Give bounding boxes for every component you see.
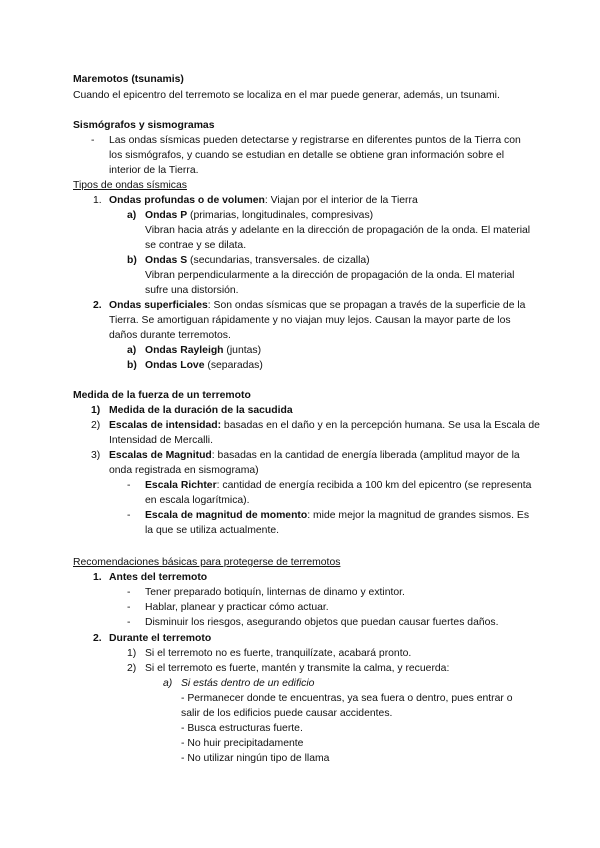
ondas-rayleigh: Ondas Rayleigh (juntas)	[145, 345, 262, 356]
medida-item-1: Medida de la duración de la sacudida	[109, 405, 293, 416]
edificio-line: - No utilizar ningún tipo de llama	[181, 753, 330, 764]
escala-richter-line: en escala logarítmica).	[145, 495, 250, 506]
list-number: 1.	[93, 572, 102, 583]
list-letter: a)	[127, 345, 137, 356]
bullet-dash: -	[127, 617, 131, 628]
ondas-s: Ondas S (secundarias, transversales. de cizalla)	[145, 255, 370, 266]
tsunami-heading: Maremotos (tsunamis)	[73, 74, 184, 85]
edificio-title: Si estás dentro de un edificio	[181, 678, 315, 689]
ondas-s-line: sufre una distorsión.	[145, 285, 239, 296]
ondas-s-line: Vibran perpendicularmente a la dirección de propagación de la onda. El material	[145, 270, 515, 281]
medida-item-3: Escalas de Magnitud: basadas en la cantidad de energía liberada (amplitud mayor de la	[109, 450, 520, 461]
antes-item: Disminuir los riesgos, asegurando objetos que puedan causar fuertes daños.	[145, 617, 499, 628]
antes-item: Hablar, planear y practicar cómo actuar.	[145, 602, 329, 613]
sismografos-line: interior de la Tierra.	[109, 165, 199, 176]
escala-momento-line: la que se utiliza actualmente.	[145, 525, 280, 536]
edificio-line: salir de los edificios puede causar accidentes.	[181, 708, 393, 719]
ondas-p: Ondas P (primarias, longitudinales, compresivas)	[145, 210, 374, 221]
medida-item-2-line: Intensidad de Mercalli.	[109, 435, 213, 446]
recomendaciones-heading: Recomendaciones básicas para protegerse de terremotos	[73, 557, 341, 568]
durante-title: Durante el terremoto	[109, 633, 212, 644]
ondas-p-line: se contrae y se dilata.	[145, 240, 247, 251]
tipos-heading: Tipos de ondas sísmicas	[73, 180, 187, 191]
edificio-line: - Permanecer donde te encuentras, ya sea fuera o dentro, pues entrar o	[181, 693, 513, 704]
list-letter: b)	[127, 255, 137, 266]
sismografos-line: los sismógrafos, y cuando se estudian en detalle se obtiene gran información sobre el	[109, 150, 505, 161]
edificio-line: - No huir precipitadamente	[181, 738, 304, 749]
bullet-dash: -	[127, 510, 131, 521]
ondas-love: Ondas Love (separadas)	[145, 360, 263, 371]
list-letter: a)	[127, 210, 137, 221]
sismografos-heading: Sismógrafos y sismogramas	[73, 120, 215, 131]
list-number: 2)	[91, 420, 101, 431]
tipos-item-2-line: Tierra. Se amortiguan rápidamente y no viajan muy lejos. Causan la mayor parte de los	[109, 315, 511, 326]
medida-item-3-line: onda registrada en sismograma)	[109, 465, 259, 476]
list-number: 1.	[93, 195, 102, 206]
tipos-item-2-line: daños durante terremotos.	[109, 330, 231, 341]
list-letter: a)	[163, 678, 173, 689]
edificio-line: - Busca estructuras fuerte.	[181, 723, 303, 734]
bullet-dash: -	[127, 587, 131, 598]
antes-item: Tener preparado botiquín, linternas de dinamo y extintor.	[145, 587, 405, 598]
list-number: 3)	[91, 450, 101, 461]
list-number: 2.	[93, 300, 102, 311]
list-number: 2.	[93, 633, 102, 644]
escala-richter: Escala Richter: cantidad de energía recibida a 100 km del epicentro (se representa	[145, 480, 532, 491]
bullet-dash: -	[127, 480, 131, 491]
list-letter: b)	[127, 360, 137, 371]
medida-heading: Medida de la fuerza de un terremoto	[73, 390, 251, 401]
tipos-item-2: Ondas superficiales: Son ondas sísmicas que se propagan a través de la superficie de la	[109, 300, 526, 311]
durante-item-1: Si el terremoto no es fuerte, tranquilízate, acabará pronto.	[145, 648, 412, 659]
bullet-dash: -	[127, 602, 131, 613]
tipos-item-1: Ondas profundas o de volumen: Viajan por el interior de la Tierra	[109, 195, 418, 206]
list-number: 1)	[91, 405, 101, 416]
list-number: 2)	[127, 663, 137, 674]
sismografos-line: Las ondas sísmicas pueden detectarse y registrarse en diferentes puntos de la Tierra con	[109, 135, 521, 146]
escala-momento: Escala de magnitud de momento: mide mejor la magnitud de grandes sismos. Es	[145, 510, 530, 521]
ondas-p-line: Vibran hacia atrás y adelante en la dirección de propagación de la onda. El material	[145, 225, 531, 236]
list-number: 1)	[127, 648, 137, 659]
medida-item-2: Escalas de intensidad: basadas en el daño y en la percepción humana. Se usa la Escala de	[109, 420, 540, 431]
tsunami-text: Cuando el epicentro del terremoto se localiza en el mar puede generar, además, un tsunami.	[73, 90, 500, 101]
antes-title: Antes del terremoto	[109, 572, 208, 583]
bullet-dash: -	[91, 135, 95, 146]
durante-item-2: Si el terremoto es fuerte, mantén y transmite la calma, y recuerda:	[145, 663, 450, 674]
